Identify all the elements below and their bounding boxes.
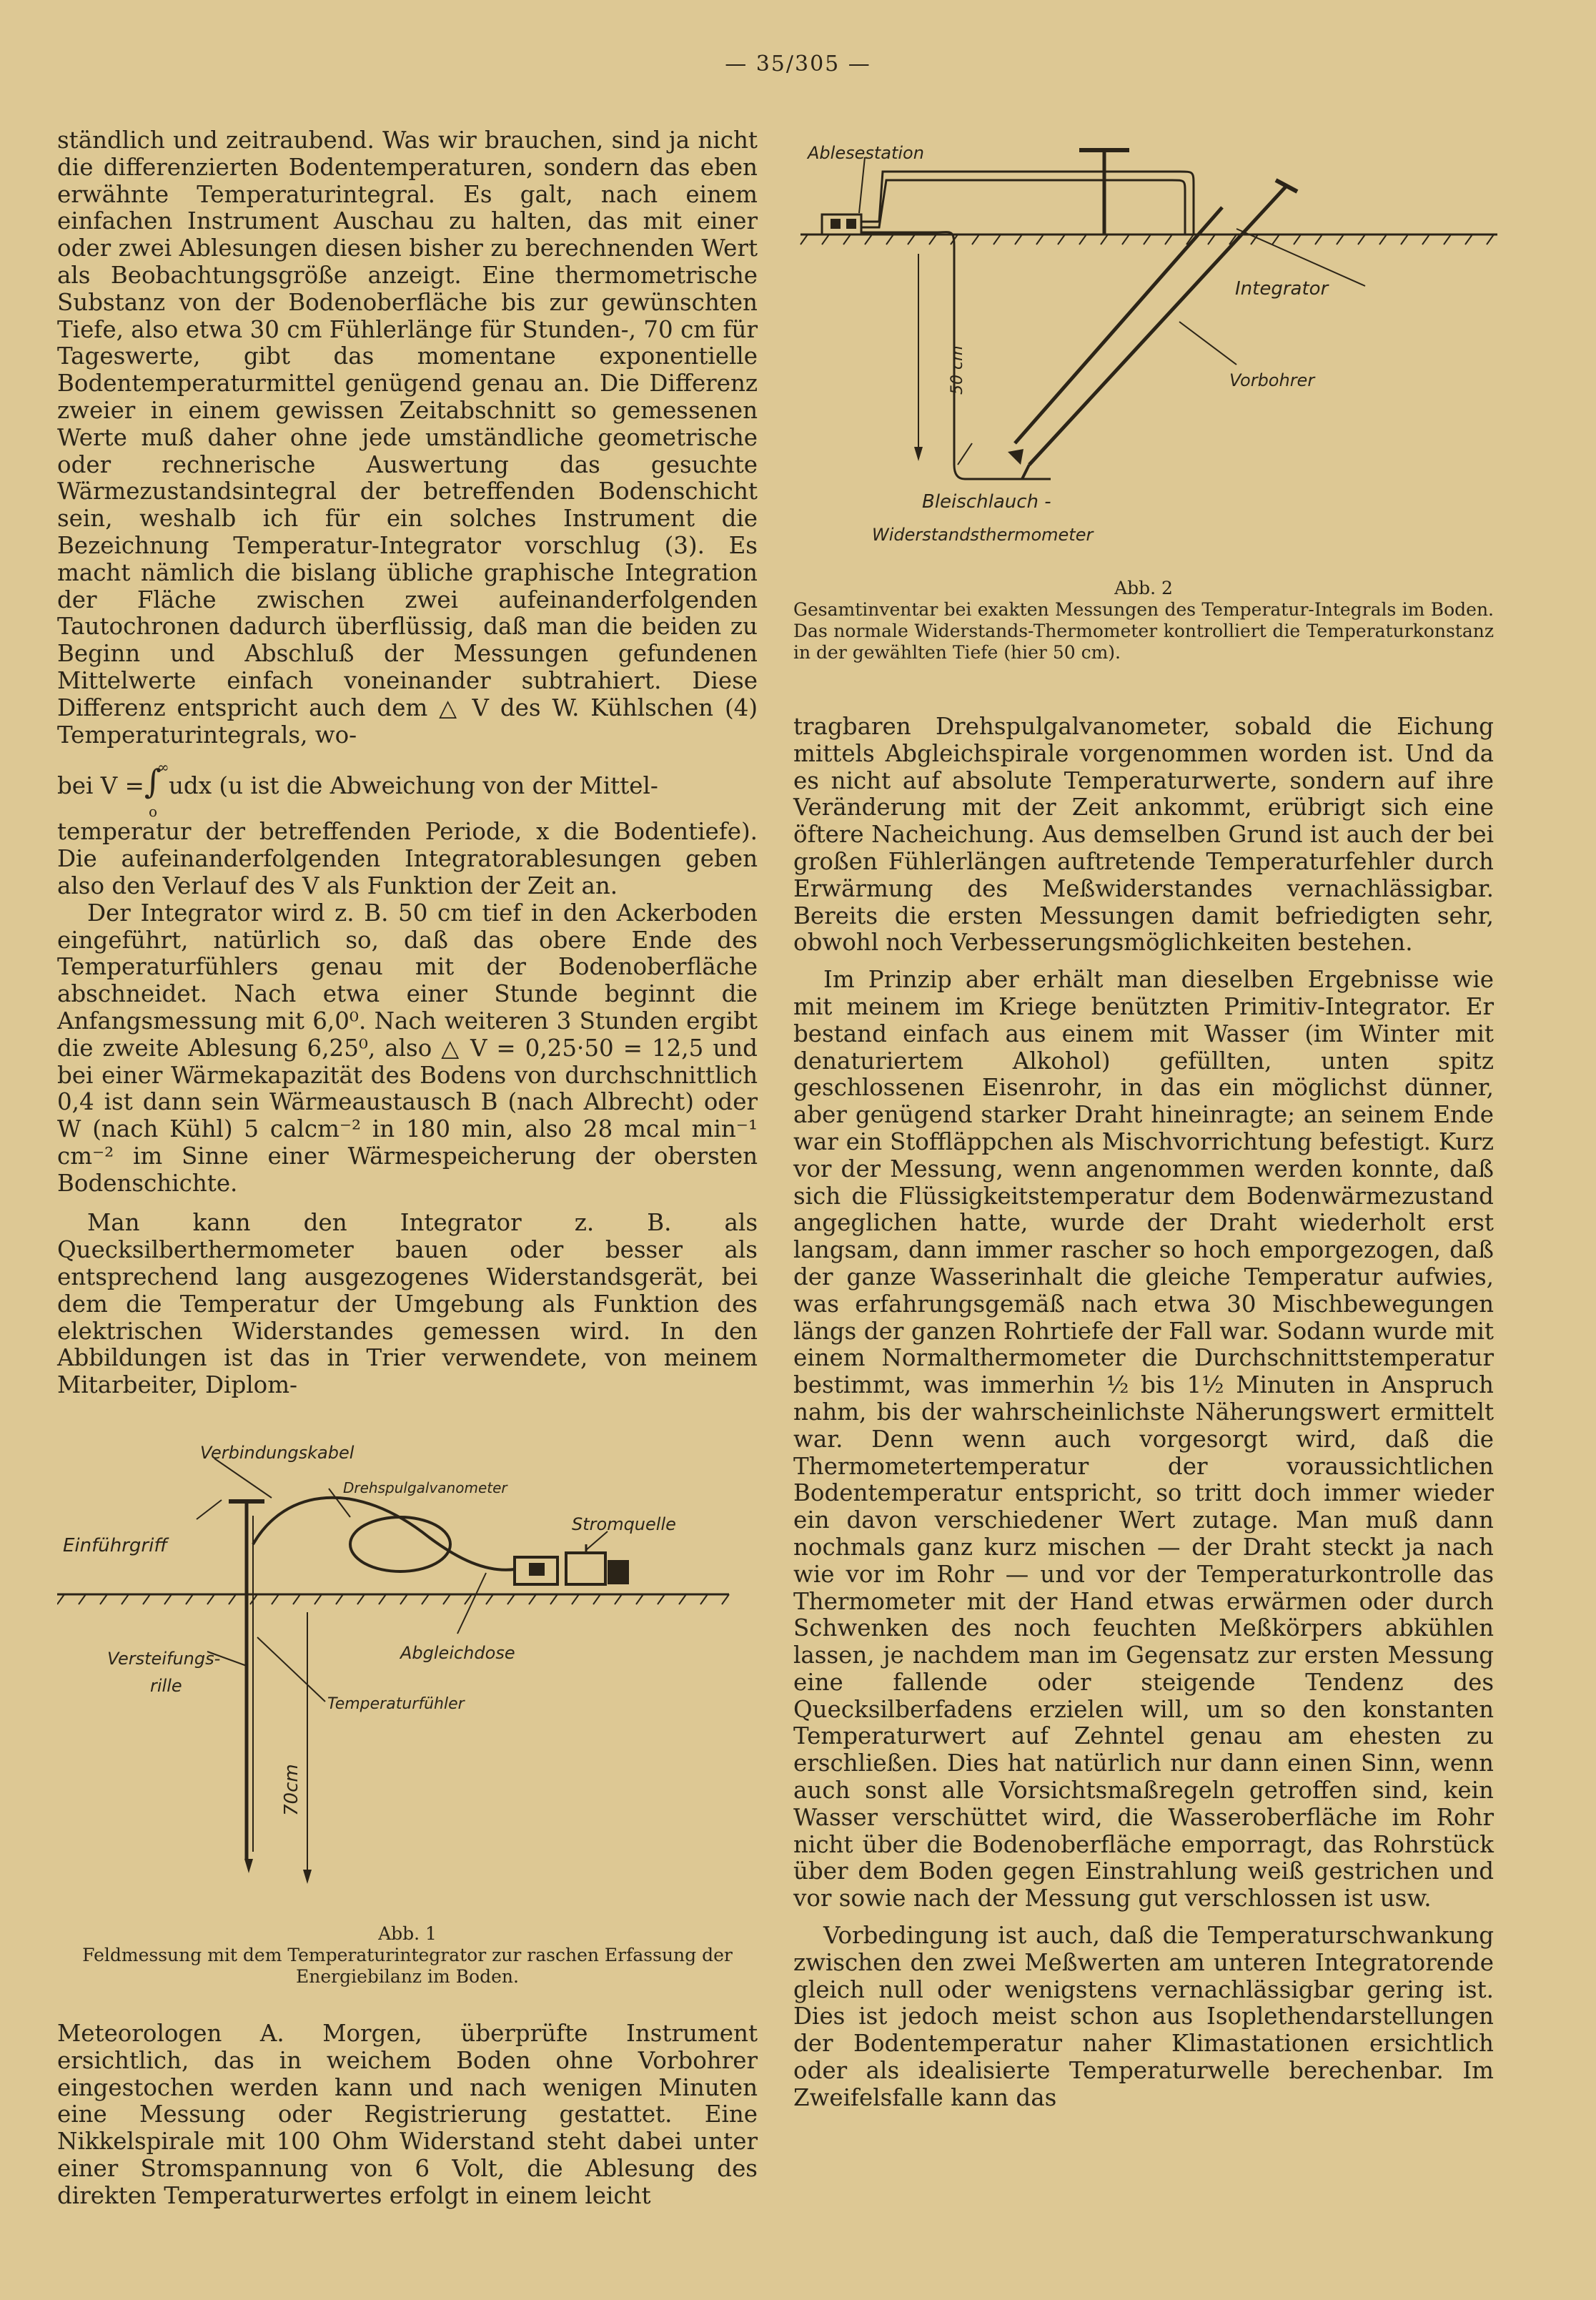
figure-2-drawing [793,129,1501,572]
right-column [793,714,1494,2112]
figure-2-caption-text: Gesamtinventar bei exakten Messungen des Temperatur-Integrals im Boden. Das normale Widerstands-Thermometer kontrolliert die Temperaturkonstanz in der gewählten Tiefe (hier 50 cm). [793,599,1494,663]
paragraph: tragbaren Drehspulgalvanometer, sobald die Eichung mittels Abgleichspirale vorgenommen worden ist. Und da es nicht auf absolute Temperaturwerte, sondern auf ihre Veränderung mit der Zeit ankommt, erübrigt sich eine öftere Nacheichung. Aus demselben Grund ist auch der bei großen Fühlerlängen auftretende Temperaturfehler durch Erwärmung des Meßwiderstandes vernachlässigbar. Bereits die ersten Messungen damit befriedigten sehr, obwohl noch Verbesserungsmöglichkeiten bestehen. [793,713,1494,957]
equation-prefix: bei V = [57,772,144,800]
paragraph: Im Prinzip aber erhält man dieselben Ergebnisse wie mit meinem im Kriege benützten Primitiv-Integrator. Er bestand einfach aus einem mit Wasser (im Winter mit denaturiertem Alkohol) gefüllten, unten spitz geschlossenen Eisenrohr, in das ein möglichst dünner, aber genügend starker Draht hineinragte; an seinem Ende war ein Stoffläppchen als Mischvorrichtung befestigt. Kurz vor der Messung, wenn angenommen werden konnte, daß sich die Flüssigkeitstemperatur dem Bodenwärmezustand angeglichen hatte, wurde der Draht wiederholt erst langsam, dann immer rascher so hoch emporgezogen, daß der ganze Wasserinhalt die gleiche Temperatur aufwies, was erfahrungsgemäß nach etwa 30 Mischbewegungen längs der ganzen Rohrtiefe der Fall war. Sodann wurde mit einem Normalthermometer die Durchschnittstemperatur bestimmt, was immerhin ½ bis 1½ Minuten in Anspruch nahm, bis der wahrscheinlichste Näherungswert ermittelt war. Denn wenn auch vorgesorgt wird, daß die Thermometertemperatur der voraussichtlichen Bodentemperatur entspricht, so tritt doch immer wieder ein davon verschiedener Wert zutage. Man muß dann nochmals ganz kurz mischen — der Draht steckt ja nach wie vor im Rohr — und vor der Temperaturkontrolle das Thermometer mit der Hand etwas erwärmen oder durch Schwenken des noch feuchten Meßkörpers abkühlen lassen, je nachdem man im Gegensatz zur ersten Messung eine fallende oder steigende Tendenz des Quecksilberfadens erzielen will, um so den konstanten Temperaturwert auf Zehntel genau am ehesten zu erschließen. Dies hat natürlich nur dann einen Sinn, wenn auch sonst alle Vorsichtsmaßregeln getroffen sind, kein Wasser verschüttet wird, die Wasseroberfläche im Rohr nicht über die Bodenoberfläche emporragt, das Rohrstück über dem Boden gegen Einstrahlung weiß gestrichen und vor sowie nach der Messung gut verschlossen ist usw. [793,966,1494,1912]
label-stromquelle: Stromquelle [572,1514,676,1534]
page-number: — 35/305 — [725,51,871,76]
paragraph: Der Integrator wird z. B. 50 cm tief in den Ackerboden eingeführt, natürlich so, daß das obere Ende des Temperaturfühlers genau mit der Bodenoberfläche abschneidet. Nach etwa einer Stunde beginnt die Anfangsmessung mit 6,0⁰. Nach weiteren 3 Stunden ergibt die zweite Ablesung 6,25⁰, also △ V = 0,25·50 = 12,5 und bei einer Wärmekapazität des Bodens von durchschnittlich 0,4 ist dann sein Wärmeaustausch B (nach Albrecht) oder W (nach Kühl) 5 calcm⁻² in 180 min, also 28 mcal min⁻¹ cm⁻² im Sinne einer Wärmespeicherung der obersten Bodenschichte. [57,899,758,1197]
label-versteifungsrille-line2: rille [150,1676,182,1696]
label-versteifungsrille-line1: Versteifungs- [107,1649,221,1669]
figure-2 [793,129,1501,572]
label-einfuehrgriff: Einführgriff [63,1535,168,1556]
integral-lower-limit: o [149,803,158,821]
label-ablesestation: Ablesestation [808,143,924,163]
figure-2-caption [793,578,1494,663]
label-integrator: Integrator [1235,278,1329,300]
figure-1-caption-title: Abb. 1 [378,1923,437,1944]
paragraph: temperatur der betreffenden Periode, x die Bodentiefe). Die aufeinanderfolgenden Integratorablesungen geben also den Verlauf des V als Funktion der Zeit an. [57,818,758,899]
equation-rest: udx (u ist die Abweichung von der Mittel- [169,772,658,800]
figure-1-drawing [57,1437,758,1895]
left-column-upper [57,127,758,1399]
label-abgleichdose: Abgleichdose [400,1643,515,1663]
label-widerstandsthermometer: Widerstandsthermometer [872,525,1094,545]
paragraph: ständlich und zeitraubend. Was wir brauchen, sind ja nicht die differenzierten Bodentemperaturen, sondern das eben erwähnte Temperaturintegral. Es galt, nach einem einfachen Instrument Auschau zu halten, das mit einer oder zwei Ablesungen diesen bisher zu berechnenden Wert als Beobachtungsgröße anzeigt. Eine thermometrische Substanz von der Bodenoberfläche bis zur gewünschten Tiefe, also etwa 30 cm Fühlerlänge für Stunden-, 70 cm für Tageswerte, gibt das momentane exponentielle Bodentemperaturmittel genügend genau an. Die Differenz zweier in einem gewissen Zeitabschnitt so gemessenen Werte muß daher ohne jede umständliche geometrische oder rechnerische Auswertung das gesuchte Wärmezustandsintegral der betreffenden Bodenschicht sein, weshalb ich für ein solches Instrument die Bezeichnung Temperatur-Integrator vorschlug (3). Es macht nämlich die bislang übliche graphische Integration der Fläche zwischen zwei aufeinanderfolgenden Tautochronen dadurch überflüssig, daß man die beiden zu Beginn und Abschluß der Messungen gefundenen Mittelwerte einfach voneinander subtrahiert. Diese Differenz entspricht auch dem △ V des W. Kühlschen (4) Temperaturintegrals, wo- [57,127,758,749]
left-column-lower [57,2020,758,2210]
figure-1-caption-text: Feldmessung mit dem Temperaturintegrator zur raschen Erfassung der Energiebilanz im Boden. [82,1945,733,1987]
integral-upper-limit: ∞ [157,759,169,776]
integral-equation [57,757,758,821]
label-verbindungskabel: Verbindungskabel [200,1443,355,1463]
paragraph: Vorbedingung ist auch, daß die Temperaturschwankung zwischen den zwei Meßwerten am unteren Integratorende gleich null oder wenigstens vernachlässigbar gering ist. Dies ist jedoch meist schon aus Isoplethendarstellungen der Bodentemperatur naher Klimastationen ersichtlich oder als idealisierte Temperaturwelle berechenbar. Im Zweifelsfalle kann das [793,1922,1494,2111]
label-bleischlauch: Bleischlauch - [922,491,1051,513]
paragraph: Man kann den Integrator z. B. als Quecksilberthermometer bauen oder besser als entsprechend lang ausgezogenes Widerstandsgerät, bei dem die Temperatur der Umgebung als Funktion des elektrischen Widerstandes gemessen wird. In den Abbildungen ist das in Trier verwendete, von meinem Mitarbeiter, Diplom- [57,1209,758,1399]
label-temperaturfuehler: Temperaturfühler [327,1695,465,1713]
figure-1-caption [57,1923,758,1988]
label-depth-50cm: 50 cm [948,345,966,395]
label-depth-70cm: 70cm [281,1764,302,1816]
figure-2-caption-title: Abb. 2 [1114,578,1173,598]
label-vorbohrer: Vorbohrer [1229,370,1315,390]
figure-1 [57,1437,758,1895]
paragraph: Meteorologen A. Morgen, überprüfte Instrument ersichtlich, das in weichem Boden ohne Vorbohrer eingestochen werden kann und nach wenigen Minuten eine Messung oder Registrierung gestattet. Eine Nikkelspirale mit 100 Ohm Widerstand steht dabei unter einer Stromspannung von 6 Volt, die Ablesung des direkten Temperaturwertes erfolgt in einem leicht [57,2020,758,2209]
integral-sign: ∫ [144,762,162,801]
label-drehspulgalvanometer: Drehspulgalvanometer [343,1479,507,1496]
